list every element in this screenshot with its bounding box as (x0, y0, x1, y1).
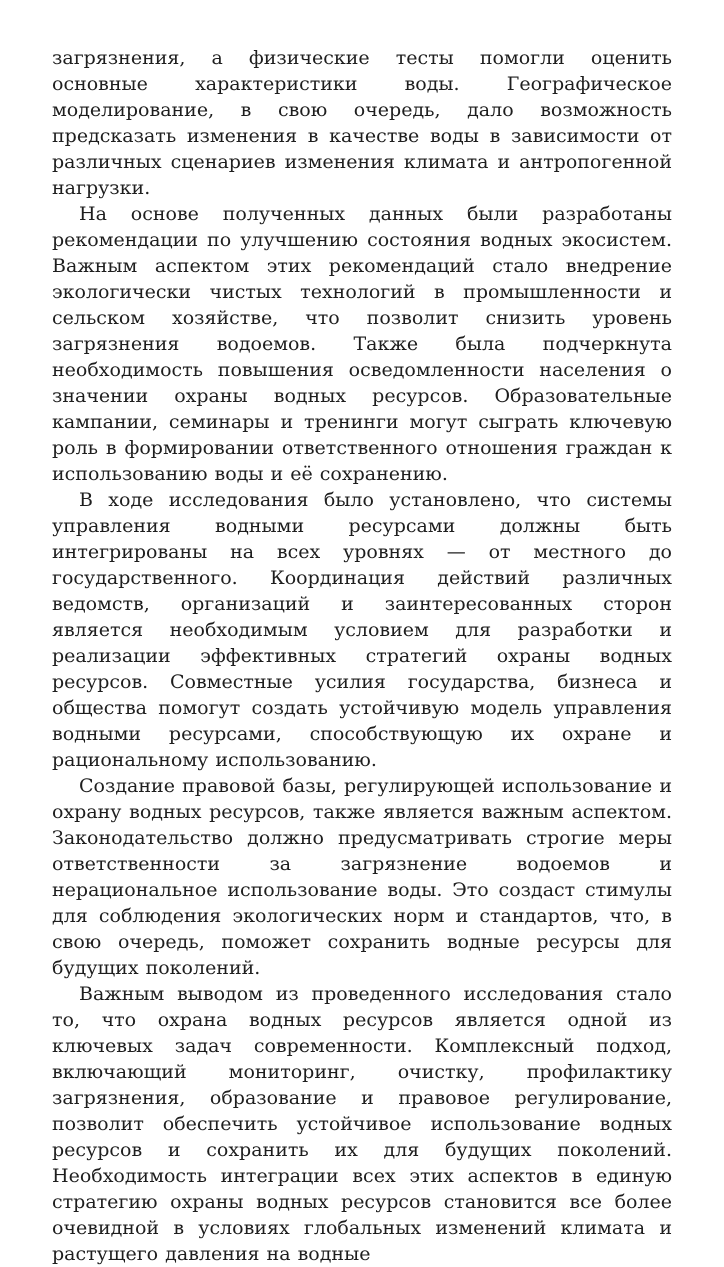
paragraph-legal-framework: Создание правовой базы, регулирующей использование и охрану водных ресурсов, также является важным аспектом. Законодательство должно предусматривать строгие меры ответственности за загрязнение водоемов и нерациональное использование воды. Это создаст стимулы для соблюдения экологических норм и стандартов, что, в свою очередь, поможет сохранить водные ресурсы для будущих поколений. (52, 775, 672, 979)
paragraph-management-systems: В ходе исследования было установлено, что системы управления водными ресурсами должны быть интегрированы на всех уровнях — от местного до государственного. Координация действий различных ведомств, организаций и заинтересованных сторон является необходимым условием для разработки и реализации эффективных стратегий охраны водных ресурсов. Совместные усилия государства, бизнеса и общества помогут создать устойчивую модель управления водными ресурсами, способствующую их охране и рациональному использованию. (52, 489, 672, 771)
paragraph-recommendations: На основе полученных данных были разработаны рекомендации по улучшению состояния водных экосистем. Важным аспектом этих рекомендаций стало внедрение экологически чистых технологий в промышленности и сельском хозяйстве, что позволит снизить уровень загрязнения водоемов. Также была подчеркнута необходимость повышения осведомленности населения о значении охраны водных ресурсов. Образовательные кампании, семинары и тренинги могут сыграть ключевую роль в формировании ответственного отношения граждан к использованию воды и её сохранению. (52, 203, 672, 485)
paragraph-continuation: загрязнения, а физические тесты помогли оценить основные характеристики воды. Географическое моделирование, в свою очередь, дало возможность предсказать изменения в качестве воды в зависимости от различных сценариев изменения климата и антропогенной нагрузки. (52, 47, 672, 199)
paragraph-conclusion: Важным выводом из проведенного исследования стало то, что охрана водных ресурсов является одной из ключевых задач современности. Комплексный подход, включающий мониторинг, очистку, профилактику загрязнения, образование и правовое регулирование, позволит обеспечить устойчивое использование водных ресурсов и сохранить их для будущих поколений. Необходимость интеграции всех этих аспектов в единую стратегию охраны водных ресурсов становится все более очевидной в условиях глобальных изменений климата и растущего давления на водные (52, 983, 672, 1265)
